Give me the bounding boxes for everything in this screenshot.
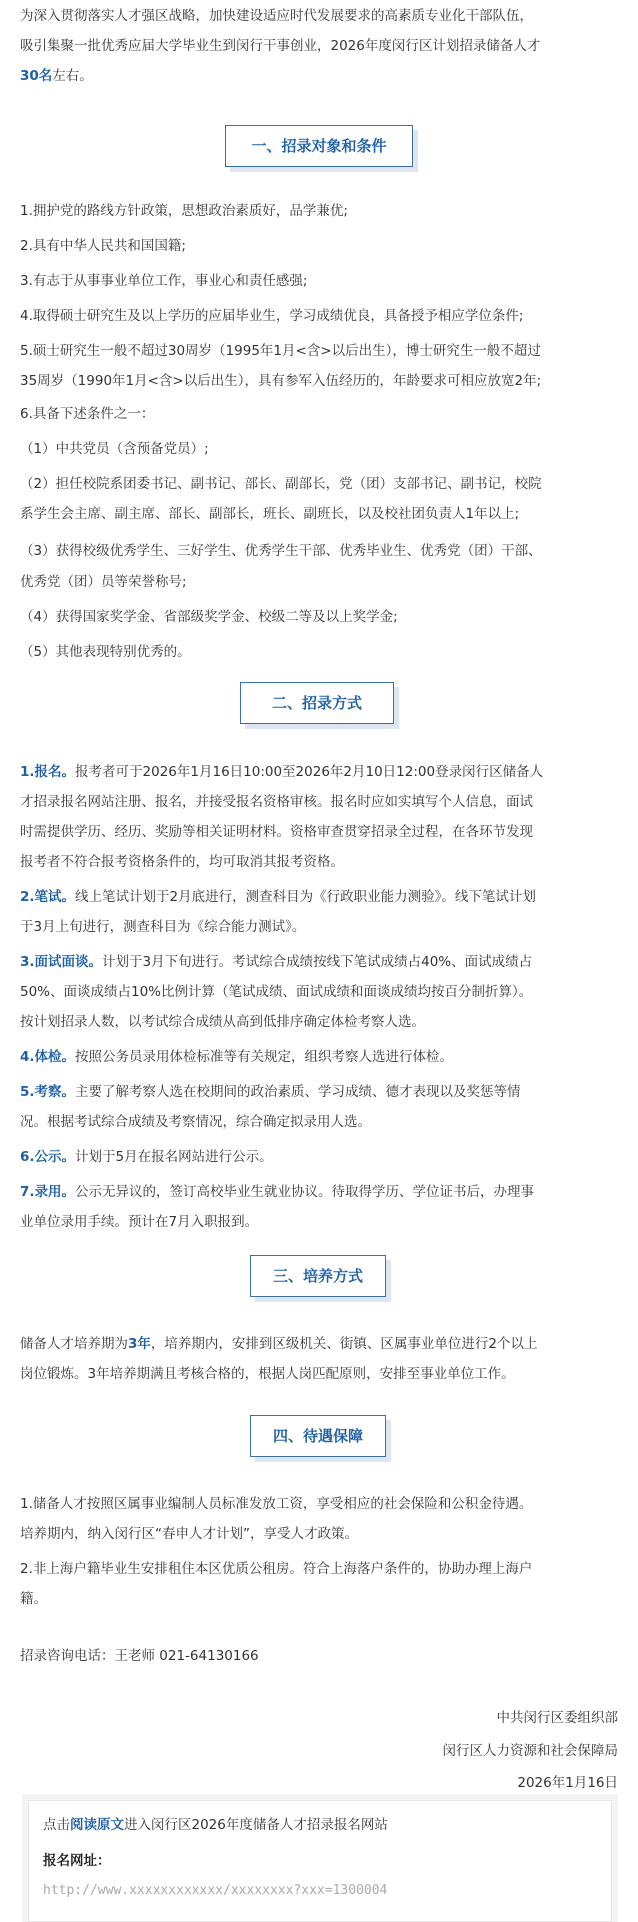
condition-sub-item: （3）获得校级优秀学生、三好学生、优秀学生干部、优秀毕业生、优秀党（团）干部、 [20, 543, 542, 559]
section-title-4: 四、待遇保障 [250, 1415, 386, 1457]
step-label: 2.笔试。 [20, 889, 76, 905]
step-line: 3.面试面谈。计划于3月下旬进行。考试综合成绩按线下笔试成绩占40%、面试成绩占 [20, 954, 533, 970]
step-line: 50%、面谈成绩占10%比例计算（笔试成绩、面试成绩和面谈成绩均按百分制折算）。 [20, 984, 533, 1000]
training-line: 岗位锻炼。3年培养期满且考核合格的，根据人岗匹配原则，安排至事业单位工作。 [20, 1366, 515, 1382]
training-line: 储备人才培养期为3年，培养期内，安排到区级机关、街镇、区属事业单位进行2个以上 [20, 1336, 538, 1352]
step-label: 4.体检。 [20, 1049, 76, 1065]
step-line: 业单位录用手续。预计在7月入职报到。 [20, 1214, 259, 1230]
condition-item: 4.取得硕士研究生及以上学历的应届毕业生，学习成绩优良，具备授予相应学位条件; [20, 308, 524, 324]
step-line: 才招录报名网站注册、报名，并接受报名资格审核。报名时应如实填写个人信息，面试 [20, 794, 533, 810]
condition-sub-item: （5）其他表现特别优秀的。 [20, 644, 191, 660]
step-line: 5.考察。主要了解考察人选在校期间的政治素质、学习成绩、德才表现以及奖惩等情 [20, 1084, 521, 1100]
section-title-1: 一、招录对象和条件 [225, 125, 413, 167]
card-url-label: 报名网址： [43, 1853, 111, 1869]
step-line: 4.体检。按照公务员录用体检标准等有关规定，组织考察人选进行体检。 [20, 1049, 454, 1065]
step-line: 按计划招录人数，以考试综合成绩从高到低排序确定体检考察人选。 [20, 1014, 425, 1030]
step-label: 1.报名。 [20, 764, 76, 780]
step-line: 6.公示。计划于5月在报名网站进行公示。 [20, 1149, 273, 1165]
step-line: 1.报名。报考者可于2026年1月16日10:00至2026年2月10日12:00登录闵行区储备人 [20, 764, 544, 780]
condition-sub-item: （1）中共党员（含预备党员）; [20, 441, 209, 457]
condition-item: 5.硕士研究生一般不超过30周岁（1995年1月<含>以后出生），博士研究生一般不超过 [20, 343, 541, 359]
condition-item: 2.具有中华人民共和国国籍; [20, 238, 186, 254]
step-line: 于3月上旬进行，测查科目为《综合能力测试》。 [20, 919, 306, 935]
intro-line-2: 吸引集聚一批优秀应届大学毕业生到闵行干事创业，2026年度闵行区计划招录储备人才 [20, 38, 541, 54]
condition-item: 1.拥护党的路线方针政策，思想政治素质好，品学兼优; [20, 203, 348, 219]
section-title-3: 三、培养方式 [250, 1255, 386, 1297]
condition-item: 6.具备下述条件之一： [20, 406, 155, 422]
step-label: 3.面试面谈。 [20, 954, 103, 970]
condition-sub-item: （4）获得国家奖学金、省部级奖学金、校级二等及以上奖学金; [20, 609, 398, 625]
read-original-link[interactable]: 阅读原文 [70, 1817, 124, 1833]
condition-sub-item: （2）担任校院系团委书记、副书记、部长、副部长，党（团）支部书记、副书记，校院 [20, 476, 542, 492]
condition-item: 35周岁（1990年1月<含>以后出生），具有参军入伍经历的，年龄要求可相应放宽2年; [20, 373, 542, 389]
section-title-2: 二、招录方式 [240, 682, 394, 724]
condition-sub-item: 优秀党（团）员等荣誉称号; [20, 574, 187, 590]
signature-org-1: 中共闵行区委组织部 [496, 1710, 618, 1726]
step-label: 7.录用。 [20, 1184, 76, 1200]
training-years: 3年 [128, 1336, 151, 1352]
step-line: 2.笔试。线上笔试计划于2月底进行，测查科目为《行政职业能力测验》。线下笔试计划 [20, 889, 536, 905]
condition-item: 3.有志于从事事业单位工作，事业心和责任感强; [20, 273, 308, 289]
signature-date: 2026年1月16日 [517, 1775, 618, 1791]
step-line: 况。根据考试综合成绩及考察情况，综合确定拟录用人选。 [20, 1114, 371, 1130]
benefit-line: 籍。 [20, 1591, 47, 1607]
contact-phone: 招录咨询电话：王老师 021-64130166 [20, 1648, 259, 1664]
benefit-line: 2.非上海户籍毕业生安排租住本区优质公租房。符合上海落户条件的，协助办理上海户 [20, 1561, 533, 1577]
intro-line-1: 为深入贯彻落实人才强区战略，加快建设适应时代发展要求的高素质专业化干部队伍， [20, 8, 533, 24]
condition-sub-item: 系学生会主席、副主席、部长、副部长，班长、副班长，以及校社团负责人1年以上; [20, 506, 520, 522]
registration-card [28, 1800, 612, 1922]
step-line: 时需提供学历、经历、奖励等相关证明材料。资格审查贯穿招录全过程，在各环节发现 [20, 824, 533, 840]
signature-org-2: 闵行区人力资源和社会保障局 [442, 1743, 618, 1759]
step-label: 6.公示。 [20, 1149, 76, 1165]
step-line: 7.录用。公示无异议的，签订高校毕业生就业协议。待取得学历、学位证书后，办理事 [20, 1184, 535, 1200]
benefit-line: 培养期内，纳入闵行区“春申人才计划”，享受人才政策。 [20, 1526, 358, 1542]
recruit-count: 30名 [20, 68, 53, 84]
step-label: 5.考察。 [20, 1084, 76, 1100]
intro-line-3: 30名左右。 [20, 68, 93, 84]
registration-url[interactable]: http://www.xxxxxxxxxxxx/xxxxxxxx?xxx=1300004 [43, 1883, 388, 1898]
card-intro: 点击阅读原文进入闵行区2026年度储备人才招录报名网站 [43, 1817, 388, 1833]
benefit-line: 1.储备人才按照区属事业编制人员标准发放工资，享受相应的社会保险和公积金待遇。 [20, 1496, 533, 1512]
step-line: 报考者不符合报考资格条件的，均可取消其报考资格。 [20, 854, 344, 870]
